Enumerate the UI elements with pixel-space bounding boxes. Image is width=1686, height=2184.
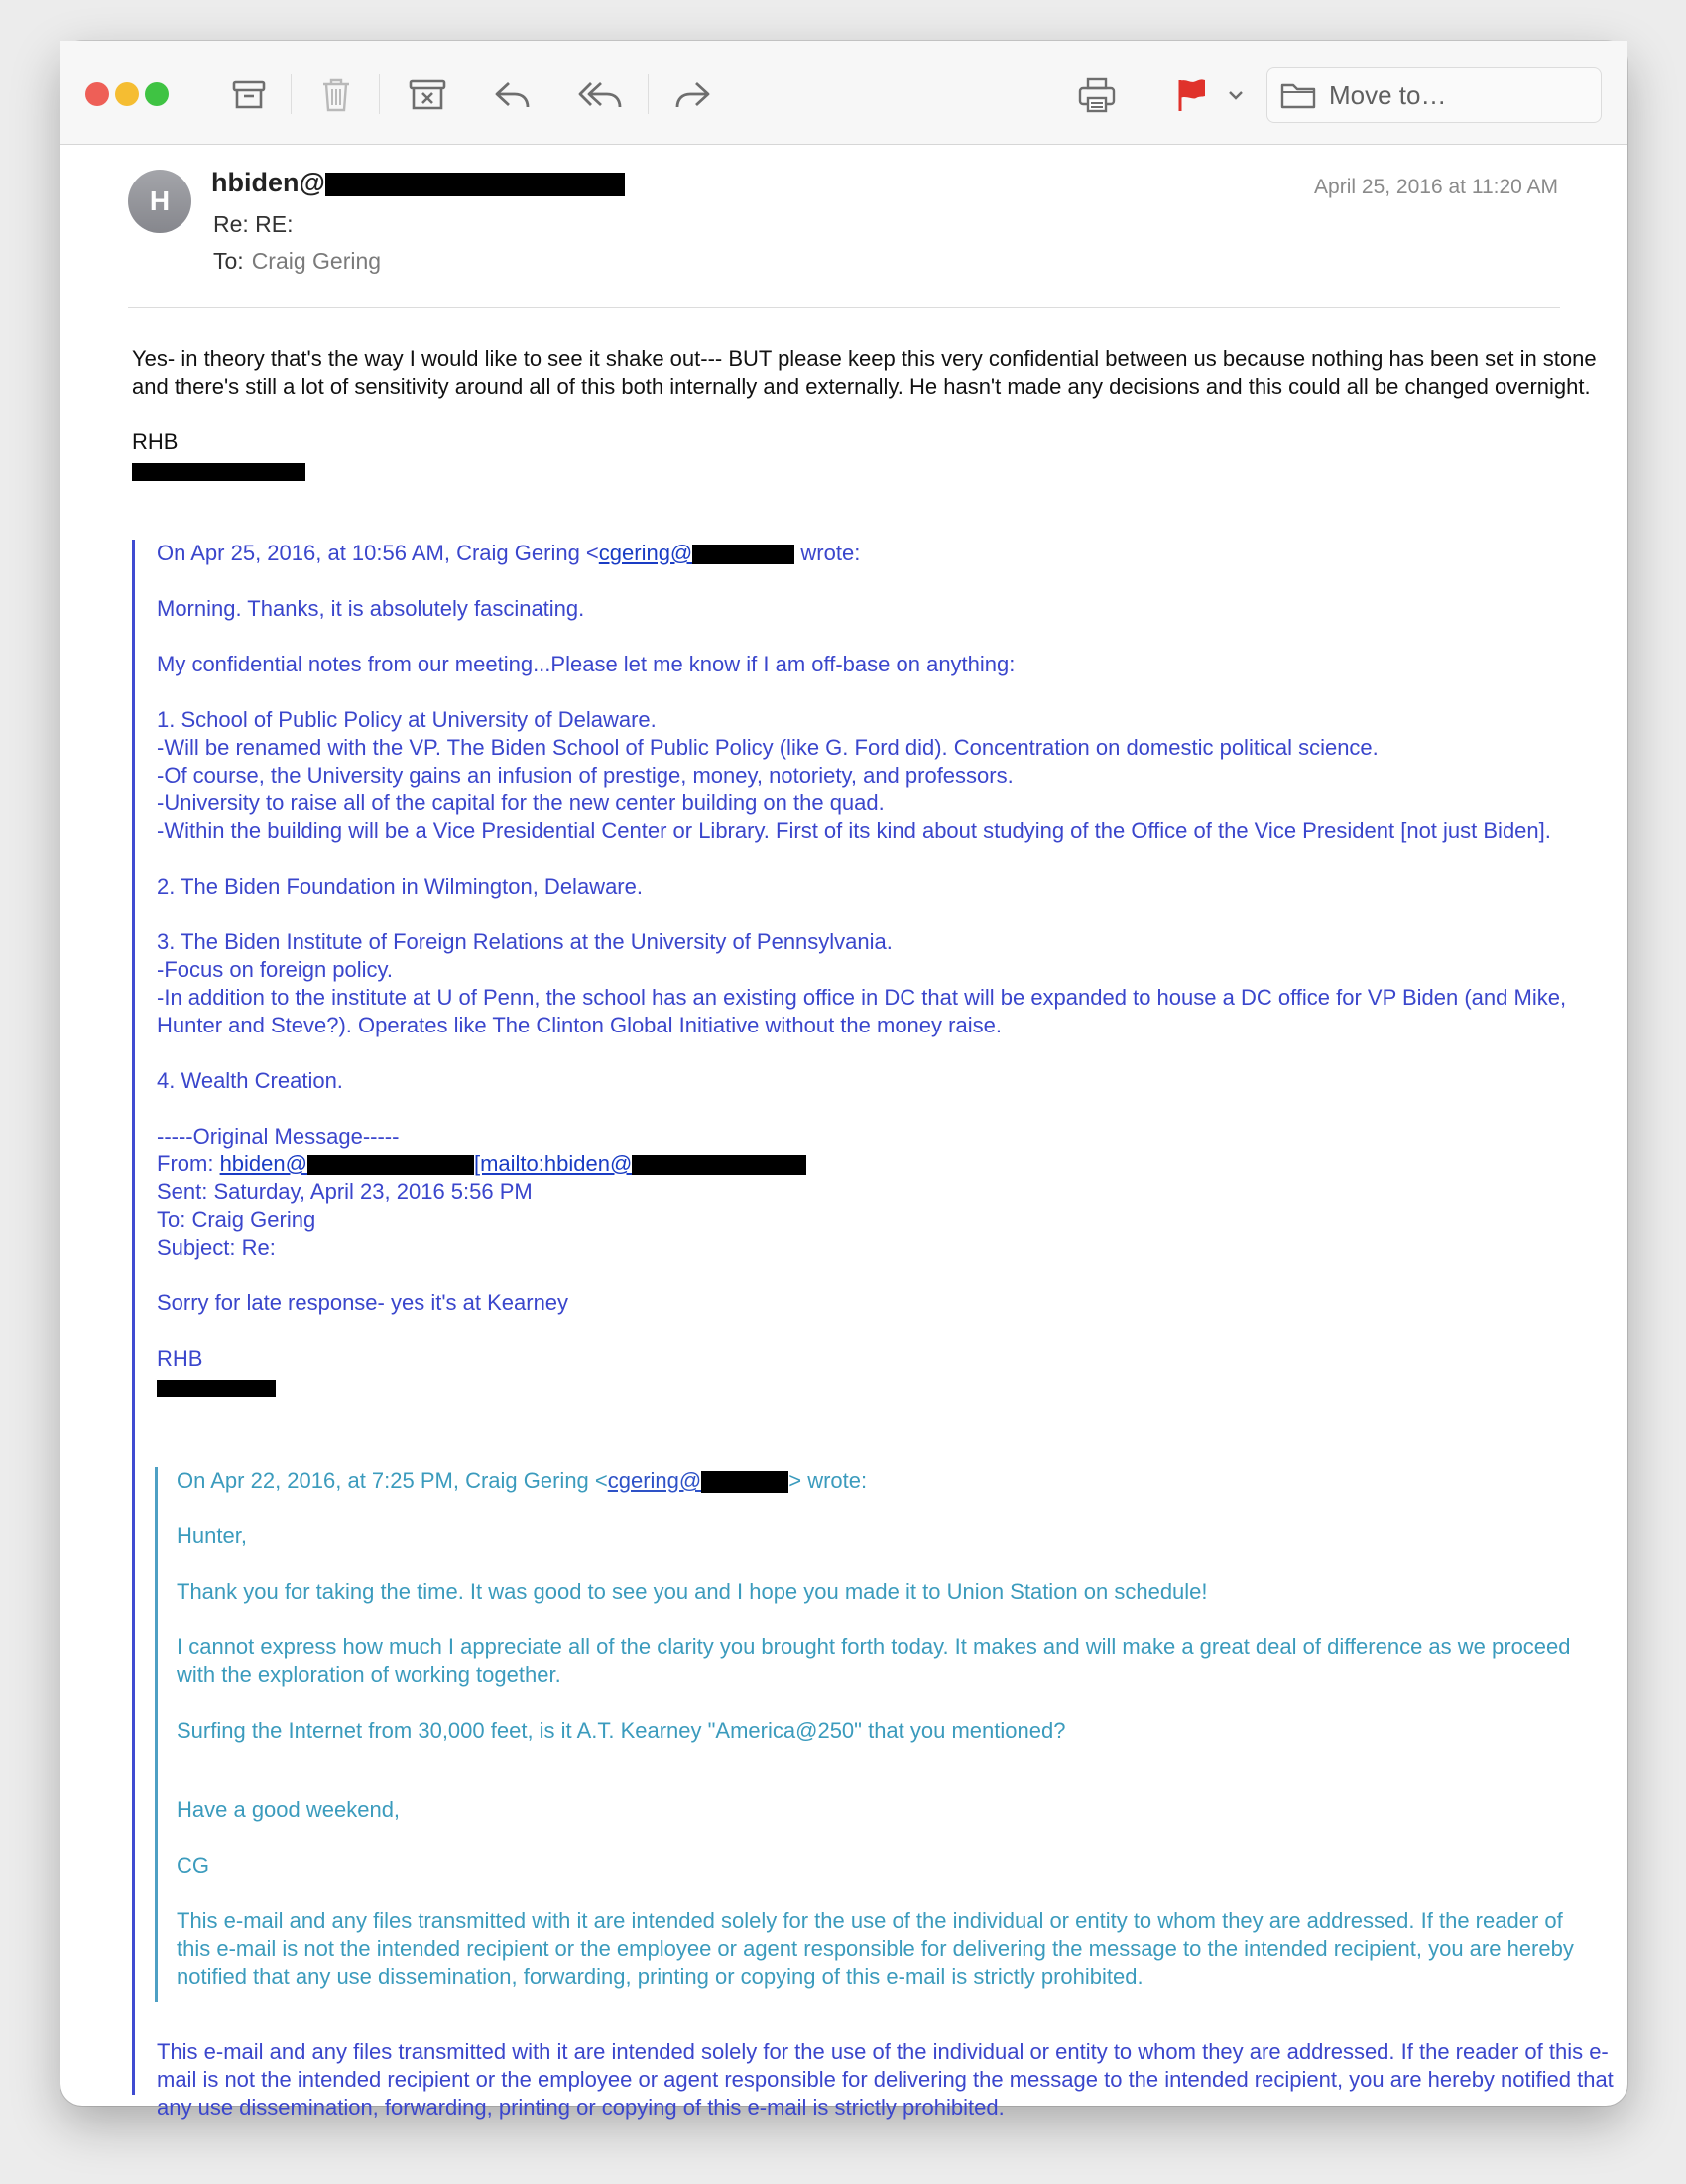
list-item: -Within the building will be a Vice Presidential Center or Library. First of its kind about studying of the Office of the Vice President [not just Biden]. [157, 818, 1551, 843]
print-icon [1077, 76, 1117, 114]
quote2-intro-prefix: On Apr 22, 2016, at 7:25 PM, Craig Gering < [177, 1468, 608, 1493]
quote2-intro-suffix: > wrote: [788, 1468, 868, 1493]
sender-address[interactable] [211, 168, 625, 198]
recipient-line [213, 248, 381, 275]
from-email-link[interactable] [220, 1152, 474, 1176]
forward-icon [672, 79, 712, 111]
mailto-link-text: [mailto:hbiden@ [473, 1152, 633, 1176]
body-paragraph: Yes- in theory that's the way I would like to see it shake out--- BUT please keep this very confidential between us because nothing has been set in stone and there's still a lot of sensitivity around all of this both internally and externally. He hasn't made any decisions and this could all be changed overnight. [132, 346, 1597, 399]
quote1-email-link-text: cgering@ [598, 541, 693, 565]
list-item: -Focus on foreign policy. [157, 957, 394, 982]
quote1-reply: Sorry for late response- yes it's at Kearney [157, 1290, 569, 1315]
list-item: 1. School of Public Policy at University of Delaware. [157, 707, 657, 732]
chevron-down-icon [1228, 90, 1244, 100]
zoom-window-button[interactable] [145, 82, 169, 106]
quoted-message-level-1 [132, 540, 1623, 2120]
original-subject-line: Subject: Re: [157, 1235, 276, 1260]
redaction-bar [132, 463, 305, 481]
quote1-intro-prefix: On Apr 25, 2016, at 10:56 AM, Craig Gering < [157, 541, 599, 565]
redaction-bar [157, 1380, 276, 1397]
print-button[interactable] [1072, 70, 1122, 120]
reply-all-button[interactable] [576, 70, 626, 120]
subject-line: Re: RE: [213, 211, 294, 237]
minimize-window-button[interactable] [115, 82, 139, 106]
quote1-notes-intro: My confidential notes from our meeting...Please let me know if I am off-base on anything: [157, 652, 1016, 676]
reply-button[interactable] [488, 70, 538, 120]
reply-all-icon [577, 79, 625, 111]
quote1-email-link[interactable] [599, 541, 795, 565]
from-email-link-text: hbiden@ [219, 1152, 307, 1176]
message-body [132, 345, 1620, 484]
close-window-button[interactable] [85, 82, 109, 106]
move-to-label: Move to… [1329, 79, 1447, 110]
header-divider [128, 307, 1560, 308]
message-date: April 25, 2016 at 11:20 AM [1314, 176, 1558, 198]
move-to-button[interactable] [1266, 67, 1602, 123]
original-sent-line: Sent: Saturday, April 23, 2016 5:56 PM [157, 1179, 533, 1204]
list-item: -In addition to the institute at U of Penn, the school has an existing office in DC that will be expanded to house a DC office for VP Biden (and Mike, Hunter and Steve?). Operates like The Clinton Global Initiative without the money raise. [157, 985, 1567, 1037]
quote1-intro-suffix: wrote: [794, 541, 861, 565]
to-label: To: [213, 248, 244, 274]
list-item: -Of course, the University gains an infusion of prestige, money, notoriety, and professors. [157, 763, 1014, 788]
sender-address-prefix: hbiden@ [211, 168, 325, 197]
list-item: 4. Wealth Creation. [157, 1068, 343, 1093]
flag-icon [1174, 77, 1210, 113]
archive-icon [231, 79, 267, 111]
list-item: 2. The Biden Foundation in Wilmington, Delaware. [157, 874, 643, 899]
junk-button[interactable] [403, 70, 452, 120]
forward-button[interactable] [667, 70, 717, 120]
delete-button[interactable] [311, 70, 361, 120]
flag-button[interactable] [1167, 70, 1217, 120]
list-item: -University to raise all of the capital for the new center building on the quad. [157, 790, 885, 815]
reply-icon [493, 79, 533, 111]
redaction-bar [325, 173, 625, 196]
quote1-greeting: Morning. Thanks, it is absolutely fascinating. [157, 596, 585, 621]
quote2-email-link-text: cgering@ [607, 1468, 702, 1493]
trash-icon [320, 77, 352, 113]
archive-button[interactable] [224, 70, 274, 120]
junk-icon [408, 78, 447, 112]
quote2-closing: Have a good weekend, [177, 1797, 401, 1822]
quote2-email-link[interactable] [608, 1468, 789, 1493]
quoted-message-level-2 [155, 1467, 1601, 2002]
redaction-bar [632, 1155, 806, 1175]
quote2-paragraph: Surfing the Internet from 30,000 feet, is it A.T. Kearney "America@250" that you mentioned? [177, 1718, 1066, 1743]
quote2-signature: CG [177, 1853, 209, 1878]
avatar: H [128, 170, 191, 233]
redaction-bar [307, 1155, 474, 1175]
redaction-bar [701, 1471, 788, 1493]
recipient-name[interactable]: Craig Gering [251, 248, 382, 274]
from-label: From: [157, 1152, 220, 1176]
mail-window [60, 41, 1627, 2120]
flag-menu-button[interactable] [1221, 70, 1251, 120]
folder-icon [1279, 80, 1317, 110]
quote2-greeting: Hunter, [177, 1523, 247, 1548]
quote2-intro [177, 1467, 1585, 1495]
quote1-intro [157, 540, 1615, 567]
quote1-signature: RHB [157, 1346, 203, 1371]
list-item: -Will be renamed with the VP. The Biden School of Public Policy (like G. Ford did). Concentration on domestic political science. [157, 735, 1379, 760]
original-from-line [157, 1151, 1615, 1178]
quote1-disclaimer: This e-mail and any files transmitted with it are intended solely for the use of the individual or entity to whom they are addressed. If the reader of this e-mail is not the intended recipient or the employee or agent responsible for delivering the message to the intended recipient, you are hereby notified that any use dissemination, forwarding, printing or copying of this e-mail is strictly prohibited. [157, 2039, 1614, 2120]
quote2-paragraph: I cannot express how much I appreciate all of the clarity you brought forth today. It makes and will make a great deal of difference as we proceed with the exploration of working together. [177, 1635, 1571, 1687]
original-message-header: -----Original Message----- [157, 1124, 400, 1149]
quote2-paragraph: Thank you for taking the time. It was good to see you and I hope you made it to Union Station on schedule! [177, 1579, 1208, 1604]
list-item: 3. The Biden Institute of Foreign Relations at the University of Pennsylvania. [157, 929, 893, 954]
mailto-link[interactable] [474, 1152, 806, 1176]
body-signature: RHB [132, 429, 179, 454]
quote2-disclaimer: This e-mail and any files transmitted with it are intended solely for the use of the individual or entity to whom they are addressed. If the reader of this e-mail is not the intended recipient or the employee or agent responsible for delivering the message to the intended recipient, you are hereby notified that any use dissemination, forwarding, printing or copying of this e-mail is strictly prohibited. [177, 1908, 1574, 1989]
toolbar [60, 41, 1627, 145]
redaction-bar [692, 545, 794, 564]
original-to-line: To: Craig Gering [157, 1207, 316, 1232]
